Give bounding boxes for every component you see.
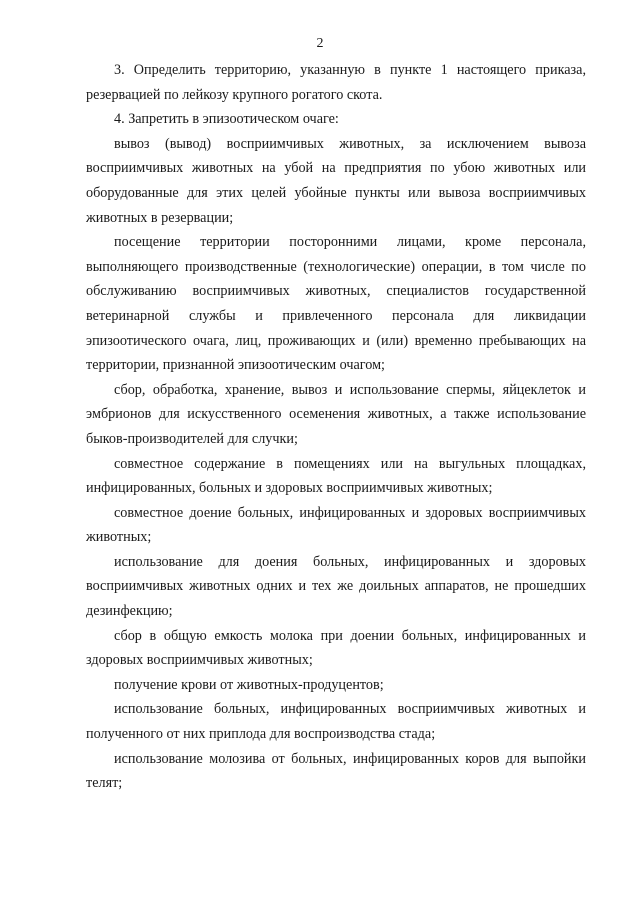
prohibition-blood-collection: получение крови от животных-продуцентов; (114, 676, 384, 693)
page-number: 2 (316, 36, 324, 51)
prohibition-common-milk-container: сбор в общую емкость молока при доении больных, инфицированных и здоровых восприимчивых животных; (86, 627, 586, 669)
document-body (86, 58, 586, 796)
prohibition-same-milking-machines: использование для доения больных, инфицированных и здоровых восприимчивых животных одних и тех же доильных аппаратов, не прошедших дезинфекцию; (86, 553, 586, 620)
prohibition-joint-keeping: совместное содержание в помещениях или на выгульных площадках, инфицированных, больных и здоровых восприимчивых животных; (86, 455, 586, 497)
prohibition-joint-milking: совместное доение больных, инфицированных и здоровых восприимчивых животных; (86, 504, 586, 546)
prohibition-export-animals: вывоз (вывод) восприимчивых животных, за исключением вывоза восприимчивых животных на убой на предприятия по убою животных или оборудованные для этих целей убойные пункты или вывоза восприимчивых животных в резервации; (86, 135, 586, 226)
prohibition-colostrum-use: использование молозива от больных, инфицированных коров для выпойки телят; (86, 750, 586, 792)
paragraph-item-4: 4. Запретить в эпизоотическом очаге: (114, 111, 339, 128)
paragraph-item-3: 3. Определить территорию, указанную в пункте 1 настоящего приказа, резервацией по лейкозу крупного рогатого скота. (86, 62, 586, 103)
prohibition-breeding-use: использование больных, инфицированных восприимчивых животных и полученного от них приплода для воспроизводства стада; (86, 701, 586, 743)
prohibition-sperm-embryos: сбор, обработка, хранение, вывоз и использование спермы, яйцеклеток и эмбрионов для искусственного осеменения животных, а также использование быков-производителей для случки; (86, 381, 586, 447)
prohibition-visiting-territory: посещение территории посторонними лицами, кроме персонала, выполняющего производственные (технологические) операции, в том числе по обслуживанию восприимчивых животных, специалистов государственной ветеринарной службы и привлеченного персонала для ликвидации эпизоотического очага, лиц, проживающих и (или) временно пребывающих на территории, признанной эпизоотическим очагом; (86, 234, 586, 374)
